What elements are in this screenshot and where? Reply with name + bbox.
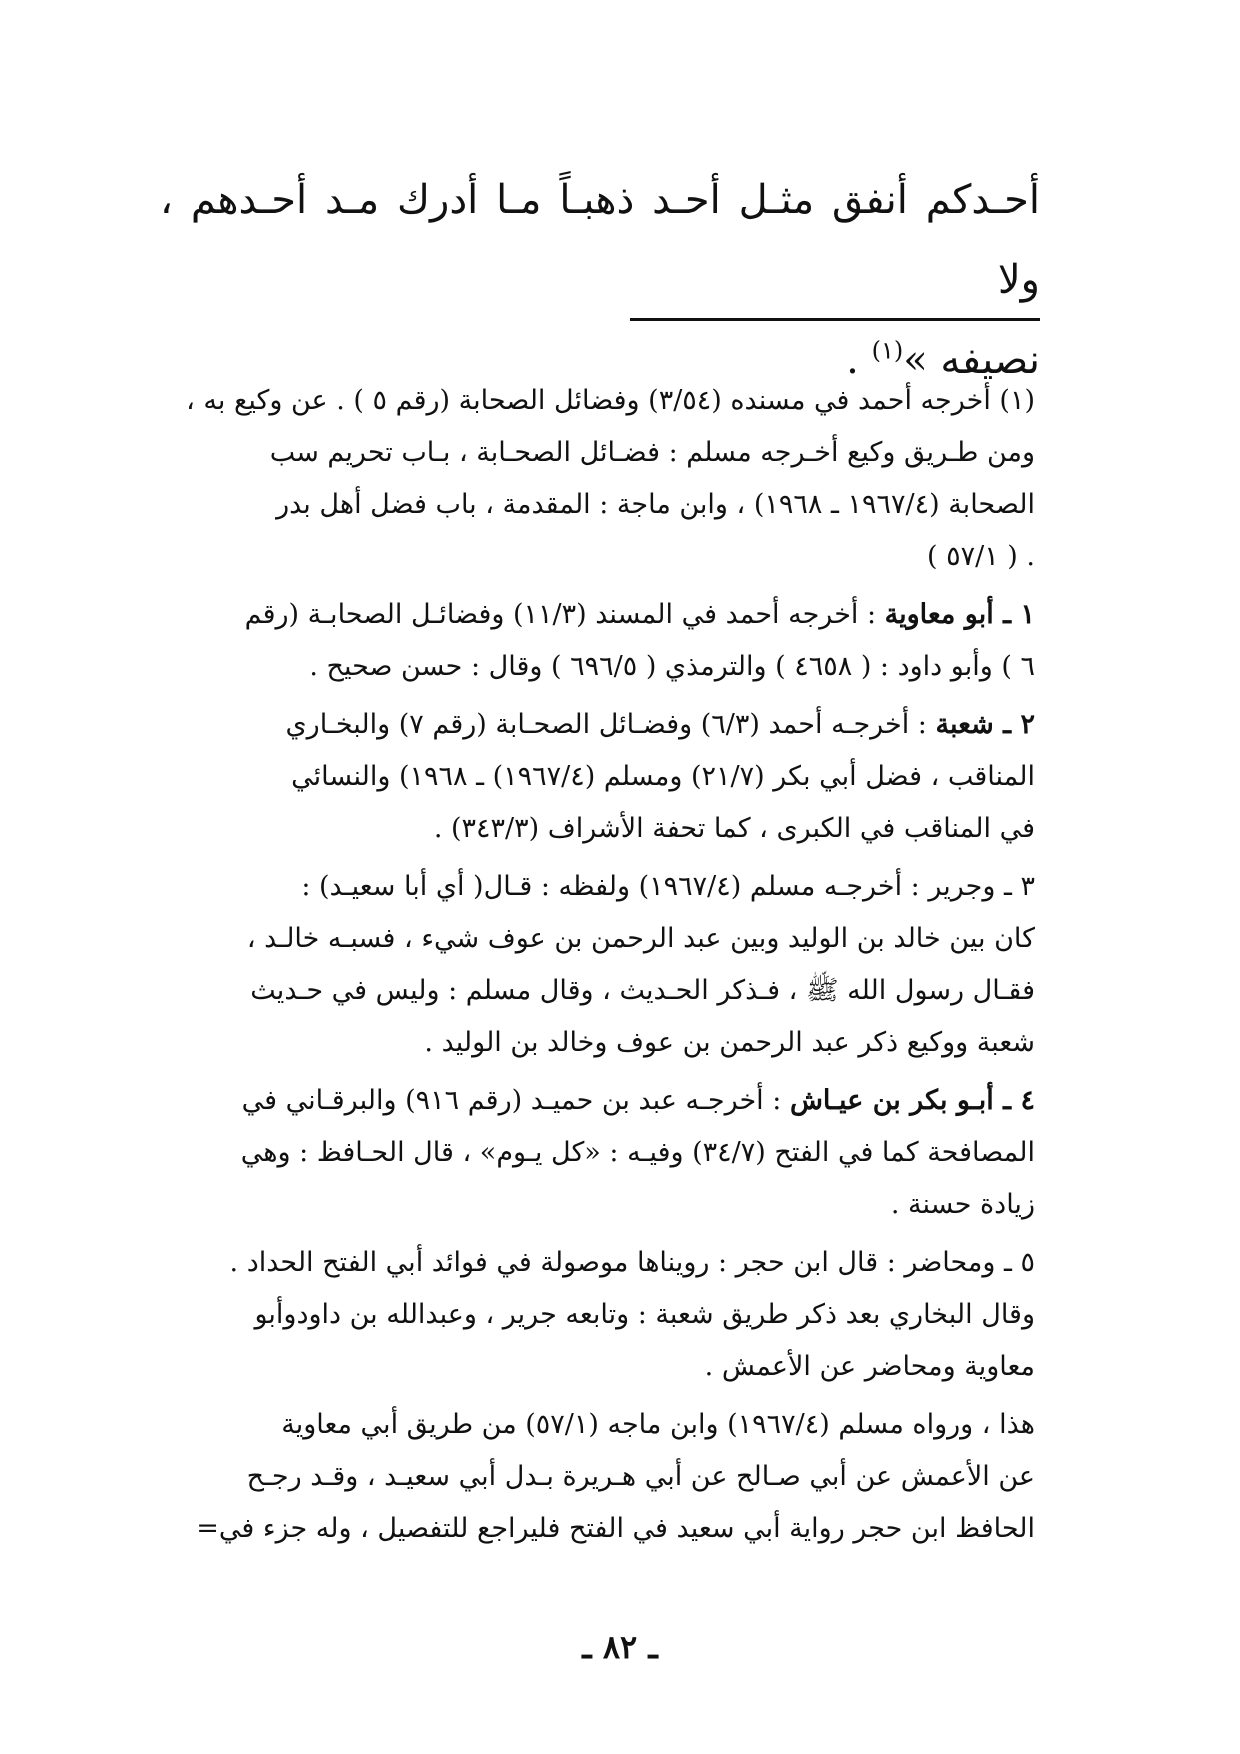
footnote-line: ومن طـريق وكيع أخـرجه مسلم : فضـائل الصحـابة ، بـاب تحريم سب <box>269 437 1035 468</box>
footnote-reference: (١) <box>871 336 904 365</box>
narration-item-2 <box>155 699 1035 855</box>
narrator-name: ٤ ـ أبـو بكر بن عيـاش <box>789 1085 1035 1116</box>
narration-item-6 <box>155 1399 1035 1555</box>
footnote-line: شعبة ووكيع ذكر عبد الرحمن بن عوف وخالد بن الوليد . <box>424 1027 1035 1058</box>
footnote-line: هذا ، ورواه مسلم (١٩٦٧/٤) وابن ماجه (٥٧/١) من طريق أبي معاوية <box>281 1409 1035 1440</box>
footnote-line <box>155 589 1035 641</box>
footnote-1 <box>155 375 1035 583</box>
main-text <box>160 160 1040 400</box>
footnote-line: ٣ ـ وجرير : أخرجـه مسلم (١٩٦٧/٤) ولفظه : قـال( أي أبا سعيـد) : <box>301 871 1035 902</box>
narration-item-1 <box>155 589 1035 693</box>
footnotes <box>155 375 1035 1561</box>
main-line-2-text: نصيفه » <box>903 337 1040 383</box>
footnote-line: الصحابة (١٩٦٧/٤ ـ ١٩٦٨) ، وابن ماجة : المقدمة ، باب فضل أهل بدر <box>276 489 1035 520</box>
narration-item-4 <box>155 1075 1035 1231</box>
footnote-line: المناقب ، فضل أبي بكر (٢١/٧) ومسلم (١٩٦٧/٤) ـ ١٩٦٨) والنسائي <box>291 761 1035 792</box>
footnote-line: المصافحة كما في الفتح (٣٤/٧) وفيـه : «كل يـوم» ، قال الحـافظ : وهي <box>240 1137 1035 1168</box>
footnote-text: : أخرجـه عبد بن حميـد (رقم ٩١٦) والبرقـاني في <box>241 1085 790 1116</box>
footnote-line: فقـال رسول الله ﷺ ، فـذكر الحـديث ، وقال مسلم : وليس في حـديث <box>250 975 1035 1006</box>
page-number: ـ ٨٢ ـ <box>582 1628 658 1666</box>
footnote-line: في المناقب في الكبرى ، كما تحفة الأشراف (٣٤٣/٣) . <box>433 813 1035 844</box>
footnote-line: وقال البخاري بعد ذكر طريق شعبة : وتابعه جرير ، وعبدالله بن داودوأبو <box>254 1299 1035 1330</box>
footnote-text: : أخرجـه أحمد (٦/٣) وفضـائل الصحـابة (رقم ٧) والبخـاري <box>285 709 936 740</box>
footnote-line: عن الأعمش عن أبي صـالح عن أبي هـريرة بـدل أبي سعيـد ، وقـد رجـح <box>246 1461 1035 1492</box>
footnote-line: الحافظ ابن حجر رواية أبي سعيد في الفتح فليراجع للتفصيل ، وله جزء في= <box>196 1513 1035 1544</box>
footnote-line <box>155 699 1035 751</box>
footnote-line: زيادة حسنة . <box>890 1189 1035 1220</box>
footnote-line <box>155 1075 1035 1127</box>
footnote-line: معاوية ومحاضر عن الأعمش . <box>704 1351 1035 1382</box>
main-line-2-end: . <box>846 337 872 383</box>
footnote-line: . ( ٥٧/١ ) <box>926 541 1035 572</box>
footnote-line: (١) أخرجه أحمد في مسنده (٣/٥٤) وفضائل الصحابة (رقم ٥ ) . عن وكيع به ، <box>186 385 1035 416</box>
narration-item-3 <box>155 861 1035 1069</box>
footnote-separator <box>630 318 1040 321</box>
footnote-line: ٥ ـ ومحاضر : قال ابن حجر : رويناها موصولة في فوائد أبي الفتح الحداد . <box>229 1247 1035 1278</box>
narrator-name: ٢ ـ شعبة <box>935 709 1035 740</box>
footnote-line: ٦ ) وأبو داود : ( ٤٦٥٨ ) والترمذي ( ٦٩٦/٥ ) وقال : حسن صحيح . <box>309 651 1035 682</box>
main-line-1: أحـدكم أنفق مثـل أحـد ذهبـاً مـا أدرك مـد أحـدهم ، ولا <box>160 177 1040 303</box>
footnote-line: كان بين خالد بن الوليد وبين عبد الرحمن بن عوف شيء ، فسبـه خالـد ، <box>246 923 1035 954</box>
narration-item-5 <box>155 1237 1035 1393</box>
footnote-text: : أخرجه أحمد في المسند (١١/٣) وفضائـل الصحابـة (رقم <box>244 599 885 630</box>
narrator-name: ١ ـ أبو معاوية <box>884 599 1035 630</box>
